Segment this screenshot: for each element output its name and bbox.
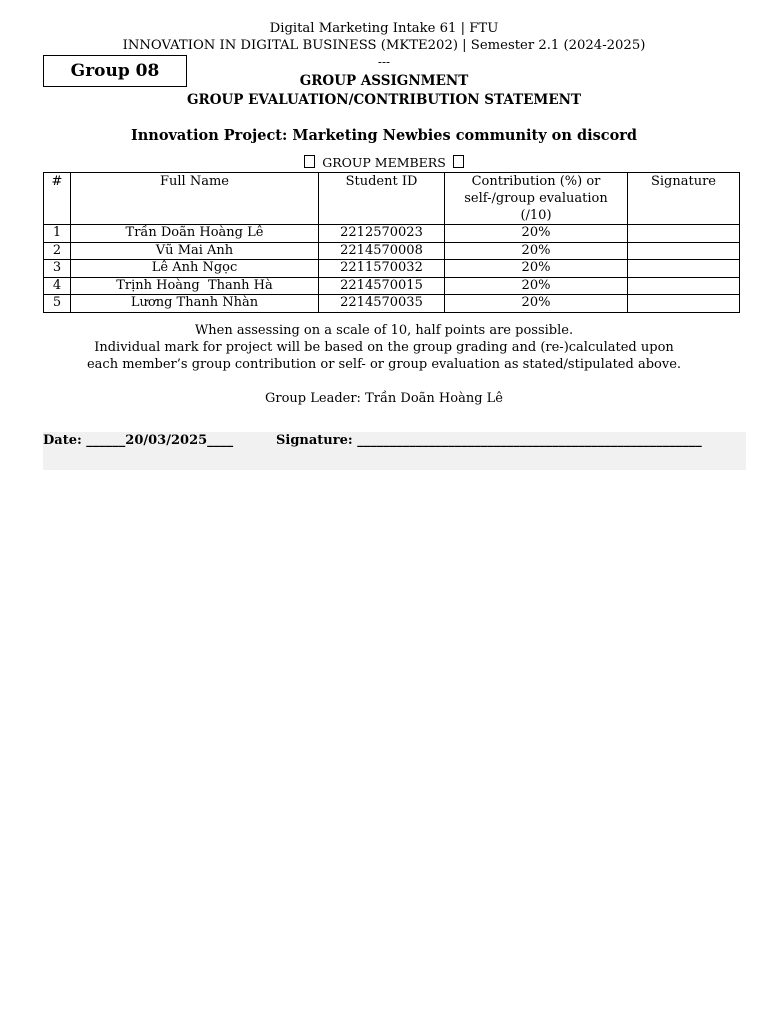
course-title-line: INNOVATION IN DIGITAL BUSINESS (MKTE202) | Semester 2.1 (2024-2025) (122, 38, 646, 53)
table-row (44, 260, 740, 278)
members-table (43, 172, 740, 313)
signature-cell (628, 277, 740, 295)
contribution: 20% (445, 295, 628, 313)
signature-cell (628, 242, 740, 260)
col-header-number: # (44, 173, 71, 225)
signature-cell (628, 260, 740, 278)
project-title: Innovation Project: Marketing Newbies community on discord (130, 127, 638, 144)
header-separator: --- (377, 55, 391, 69)
table-header-row (44, 173, 740, 225)
signature-field: Signature: _____________________________________________________ (276, 433, 702, 448)
student-id: 2214570035 (319, 295, 445, 313)
signature-cell (628, 295, 740, 313)
col-header-contribution: Contribution (%) or self-/group evaluation (/10) (445, 173, 628, 225)
assessment-note: When assessing on a scale of 10, half points are possible. (194, 323, 574, 338)
marking-note-line2: each member’s group contribution or self- or group evaluation as stated/stipulated above. (86, 357, 682, 372)
table-row (44, 277, 740, 295)
row-number: 1 (44, 225, 71, 243)
date-field: Date: ______20/03/2025____ (43, 433, 234, 448)
member-name: Trần Doãn Hoàng Lê (71, 225, 319, 243)
col-header-full-name: Full Name (71, 173, 319, 225)
row-number: 4 (44, 277, 71, 295)
course-intake-line: Digital Marketing Intake 61 | FTU (269, 21, 499, 36)
member-name: Lê Anh Ngọc (71, 260, 319, 278)
contribution: 20% (445, 225, 628, 243)
group-leader: Group Leader: Trần Doãn Hoàng Lê (265, 391, 503, 406)
student-id: 2214570015 (319, 277, 445, 295)
contribution: 20% (445, 277, 628, 295)
marking-note-line1: Individual mark for project will be based on the group grading and (re-)calculated upon (94, 340, 674, 355)
table-row (44, 295, 740, 313)
table-row (44, 225, 740, 243)
student-id: 2214570008 (319, 242, 445, 260)
member-name: Trịnh Hoàng Thanh Hà (71, 277, 319, 295)
member-name: Vũ Mai Anh (71, 242, 319, 260)
group-label-box: Group 08 (43, 55, 187, 87)
row-number: 3 (44, 260, 71, 278)
member-name: Lương Thanh Nhàn (71, 295, 319, 313)
contribution: 20% (445, 260, 628, 278)
evaluation-title: GROUP EVALUATION/CONTRIBUTION STATEMENT (186, 92, 582, 108)
signature-footer (43, 432, 746, 470)
student-id: 2212570023 (319, 225, 445, 243)
col-header-student-id: Student ID (319, 173, 445, 225)
row-number: 2 (44, 242, 71, 260)
placeholder-box-icon (304, 155, 315, 168)
signature-cell (628, 225, 740, 243)
group-members-heading (0, 155, 768, 171)
table-row (44, 242, 740, 260)
row-number: 5 (44, 295, 71, 313)
placeholder-box-icon (453, 155, 464, 168)
group-members-label: GROUP MEMBERS (322, 155, 446, 170)
contribution: 20% (445, 242, 628, 260)
col-header-signature: Signature (628, 173, 740, 225)
assignment-title: GROUP ASSIGNMENT (299, 73, 469, 89)
student-id: 2211570032 (319, 260, 445, 278)
